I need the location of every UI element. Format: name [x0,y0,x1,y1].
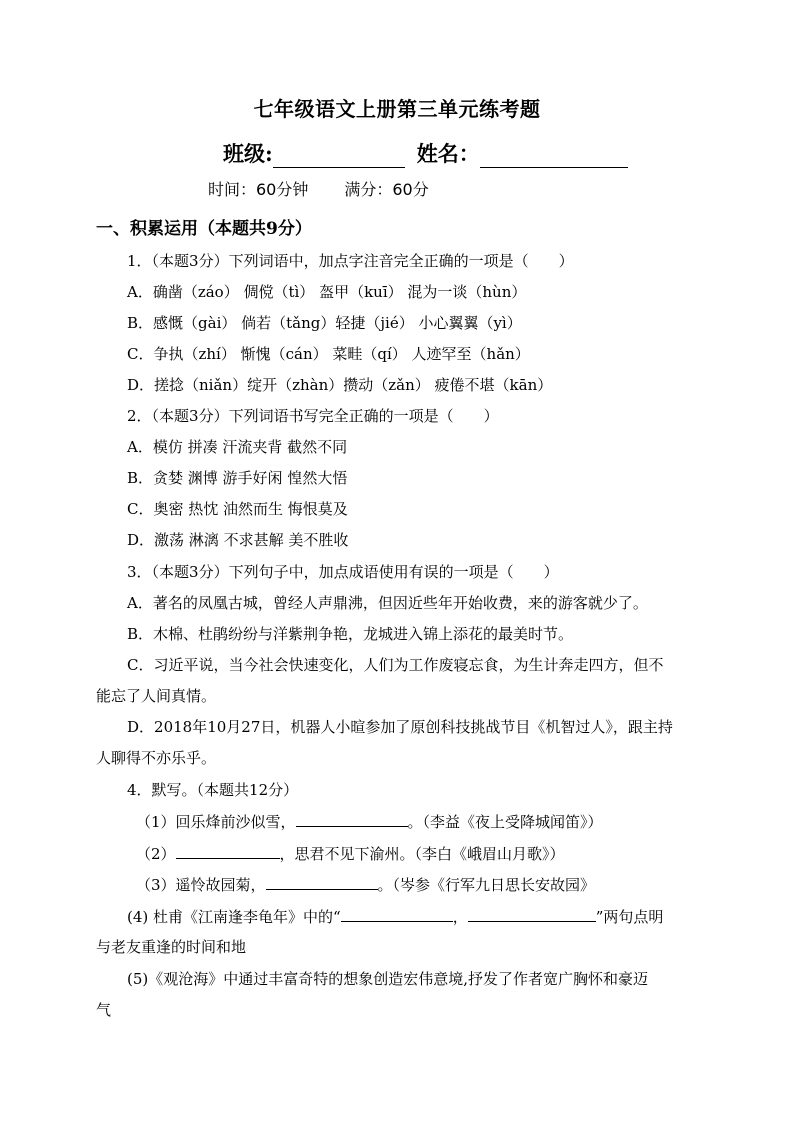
question-4-item-4: (4) 杜甫《江南逢李龟年》中的“ ， ”两句点明 [127,905,663,928]
question-3-stem: 3．（本题3分）下列句子中，加点成语使用有误的一项是（ ） [127,563,559,581]
answer-blank-4b[interactable] [468,905,596,922]
answer-blank-4a[interactable] [341,905,453,922]
question-4-item-2: （2） ，思君不见下渝州。（李白《峨眉山月歌》） [136,842,565,865]
question-2-stem: 2．（本题3分）下列词语书写完全正确的一项是（ ） [127,407,499,425]
section-heading: 一、积累运用（本题共9分） [96,219,312,239]
question-1-option-c: C．争执（zhí） 惭愧（cán） 菜畦（qí） 人迹罕至（hǎn） [127,345,530,363]
question-3-option-c-cont: 能忘了人间真情。 [96,687,217,705]
class-label: 班级: [223,141,273,166]
question-2-option-c: C．奥密 热忱 油然而生 悔恨莫及 [127,500,348,518]
question-3-option-d-cont: 人聊得不亦乐乎。 [96,749,217,767]
question-3-option-c: C．习近平说，当今社会快速变化，人们为工作废寝忘食，为生计奔走四方，但不 [127,656,664,674]
name-blank[interactable] [480,147,628,168]
question-4-item-4-cont: 与老友重逢的时间和地 [96,938,247,956]
class-blank[interactable] [273,147,405,168]
time-text: 时间：60分钟 [208,180,309,199]
question-2-option-d: D．激荡 淋漓 不求甚解 美不胜收 [127,531,349,549]
question-4-item-5: (5)《观沧海》中通过丰富奇特的想象创造宏伟意境,抒发了作者宽广胸怀和豪迈 [127,970,649,988]
question-3-option-a: A．著名的凤凰古城，曾经人声鼎沸，但因近些年开始收费，来的游客就少了。 [127,594,648,612]
question-2-option-a: A．模仿 拼凑 汗流夹背 截然不同 [127,438,348,456]
answer-blank-3[interactable] [266,873,378,890]
question-3-option-d: D．2018年10月27日，机器人小暄参加了原创科技挑战节目《机智过人》，跟主持 [127,718,673,736]
answer-blank-2[interactable] [176,842,280,859]
question-3-option-b: B．木棉、杜鹃纷纷与洋紫荆争艳，龙城进入锦上添花的最美时节。 [127,625,574,643]
class-name-line [223,138,628,168]
question-1-option-d: D．搓捻（niǎn）绽开（zhàn）攒动（zǎn） 疲倦不堪（kān） [127,376,553,394]
name-label: 姓名： [416,141,480,166]
question-1-option-b: B．感慨（gài） 倘若（tǎng）轻捷（jié） 小心翼翼（yì） [127,314,522,332]
answer-blank-1[interactable] [296,810,408,827]
question-1-option-a: A．确凿（záo） 倜傥（tì） 盔甲（kuī） 混为一谈（hùn） [127,283,527,301]
question-4-stem: 4．默写。（本题共12分） [127,781,299,799]
question-4-item-1: （1）回乐烽前沙似雪， 。（李益《夜上受降城闻笛》） [136,810,603,833]
page-title: 七年级语文上册第三单元练考题 [253,97,541,121]
question-1-stem: 1．（本题3分）下列词语中，加点字注音完全正确的一项是（ ） [127,252,574,270]
question-2-option-b: B．贪婪 渊博 游手好闲 惶然大悟 [127,469,348,487]
score-text: 满分：60分 [344,180,429,199]
question-4-item-5-cont: 气 [96,1001,112,1019]
exam-meta [208,177,429,200]
question-4-item-3: （3）遥怜故园菊， 。（岑参《行军九日思长安故园》 [136,873,595,896]
